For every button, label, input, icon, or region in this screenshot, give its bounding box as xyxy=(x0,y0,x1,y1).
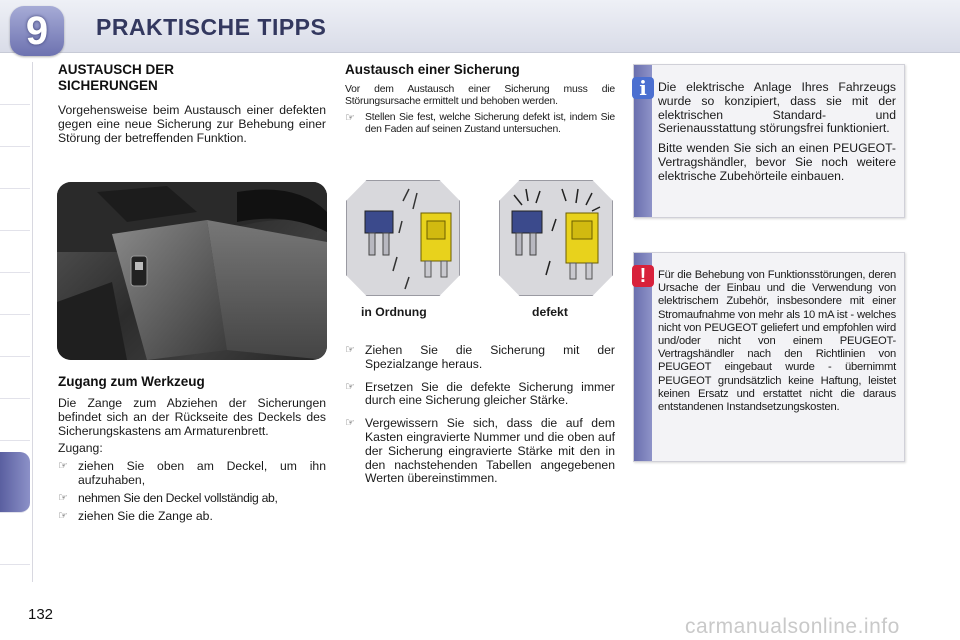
list-item-text: Ersetzen Sie die defekte Sicherung immer durch eine Sicherung gleicher Stärke. xyxy=(365,379,615,408)
dashboard-illustration xyxy=(57,182,327,360)
fusebox-cover-photo xyxy=(57,182,327,360)
pointer-icon: ☞ xyxy=(345,417,355,430)
list-item xyxy=(345,344,615,372)
list-item-text: ziehen Sie die Zange ab. xyxy=(78,508,213,523)
pointer-icon: ☞ xyxy=(345,344,355,356)
list-item xyxy=(345,381,615,409)
chapter-tab[interactable] xyxy=(0,146,30,189)
page-title: PRAKTISCHE TIPPS xyxy=(96,14,327,40)
intro-text: Vorgehensweise beim Austausch einer defekten gegen eine neue Sicherung zur Behebung einer Störung der betreffenden Funktion. xyxy=(58,103,326,145)
chapter-tab[interactable] xyxy=(0,356,30,399)
warning-panel xyxy=(633,252,905,462)
column-left xyxy=(58,62,326,145)
fuse-defect-icon xyxy=(500,181,612,295)
list-item xyxy=(58,492,326,506)
fuse-ok-icon xyxy=(347,181,459,295)
list-item-text: Stellen Sie fest, welche Sicherung defekt ist, indem Sie den Faden auf seinen Zustand untersuchen. xyxy=(365,112,615,135)
pointer-icon: ☞ xyxy=(58,491,68,504)
watermark: carmanualsonline.info xyxy=(685,615,900,638)
warning-icon: ! xyxy=(632,265,654,287)
tool-access-text: Die Zange zum Abziehen der Sicherungen befindet sich an der Rückseite des Deckels des Sicherungskastens am Armaturenbrett. xyxy=(58,396,326,438)
pointer-icon: ☞ xyxy=(58,460,68,473)
fuse-ok-diagram xyxy=(346,180,460,296)
fuse-replacement-heading: Austausch einer Sicherung xyxy=(345,62,520,77)
list-item-text: ziehen Sie oben am Deckel, um ihn aufzuhaben, xyxy=(78,459,326,487)
chapter-tab[interactable] xyxy=(0,188,30,231)
list-item-text: Ziehen Sie die Sicherung mit der Spezialzange heraus. xyxy=(365,343,615,371)
column-middle xyxy=(345,62,615,136)
chapter-tab[interactable] xyxy=(0,398,30,441)
tool-access-heading: Zugang zum Werkzeug xyxy=(58,374,205,389)
info-text-1: Die elektrische Anlage Ihres Fahrzeugs wurde so konzipiert, dass sie mit der elektrischen Standard- und Serienausstattung störungsfrei funktioniert. xyxy=(658,80,896,136)
section-heading-line1: AUSTAUSCH DER xyxy=(58,62,175,77)
list-item xyxy=(345,112,615,136)
access-label: Zugang: xyxy=(58,441,103,456)
chapter-tab[interactable] xyxy=(0,314,30,357)
list-item xyxy=(58,510,326,524)
pointer-icon: ☞ xyxy=(58,509,68,522)
fuse-defect-diagram xyxy=(499,180,613,296)
page-header xyxy=(0,0,960,53)
chapter-tab-rail xyxy=(0,62,33,582)
info-icon: i xyxy=(632,77,654,99)
chapter-number-badge: 9 xyxy=(10,6,64,56)
chapter-tab[interactable] xyxy=(0,272,30,315)
list-item-text: Vergewissern Sie sich, dass die auf dem Kasten eingravierte Nummer und die oben auf der Sicherung eingravierte Stärke mit den in den nachstehenden Tabellen angegebenen Werten übereinstimmen. xyxy=(365,416,615,486)
pointer-icon: ☞ xyxy=(345,112,355,124)
list-item-text: nehmen Sie den Deckel vollständig ab, xyxy=(78,490,278,505)
fuse-steps xyxy=(345,340,615,486)
chapter-tab[interactable] xyxy=(0,62,30,105)
section-heading xyxy=(58,62,326,94)
info-panel xyxy=(633,64,905,218)
fuse-ok-label: in Ordnung xyxy=(361,305,427,319)
chapter-tab[interactable] xyxy=(0,104,30,147)
list-item xyxy=(58,460,326,488)
chapter-tab-active[interactable] xyxy=(0,452,30,513)
section-heading-line2: SICHERUNGEN xyxy=(58,78,158,93)
fuse-defect-label: defekt xyxy=(532,305,568,319)
pointer-icon: ☞ xyxy=(345,380,355,393)
page-number: 132 xyxy=(28,606,54,623)
warning-text: Für die Behebung von Funktionsstörungen, deren Ursache der Einbau und die Verwendung von elektrischem Zubehör, insbesondere mit einer Stromaufnahme von mehr als 10 mA ist - welches nicht von PEUGEOT geliefert und empfohlen wird und/oder nicht von einem PEUGEOT-Vertragshändler nach den Richtlinien von PEUGEOT eingebaut wurde - übernimmt PEUGEOT grundsätzlich keine Haftung, leistet keinen Ersatz und erstattet nicht die daraus entstandenen Instandsetzungskosten. xyxy=(658,269,896,414)
fuse-replacement-intro: Vor dem Austausch einer Sicherung muss die Störungsursache ermittelt und behoben werden. xyxy=(345,84,615,107)
tool-access-section xyxy=(58,374,326,523)
chapter-tab[interactable] xyxy=(0,230,30,273)
chapter-tab[interactable] xyxy=(0,522,30,565)
info-text-2: Bitte wenden Sie sich an einen PEUGEOT-Vertragshändler, bevor Sie noch weitere elektrische Zubehörteile einbauen. xyxy=(658,141,896,183)
list-item xyxy=(345,417,615,486)
